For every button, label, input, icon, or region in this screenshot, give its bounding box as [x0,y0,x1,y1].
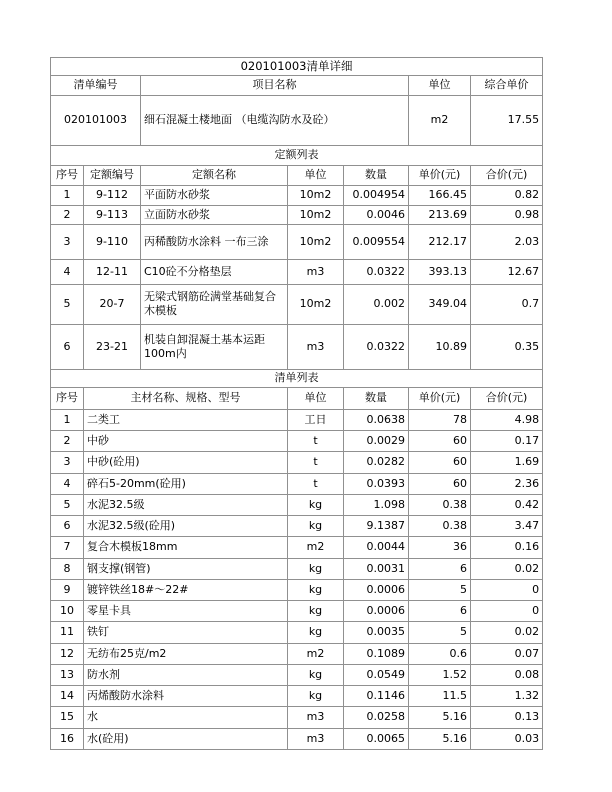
no-cell: 3 [51,224,84,259]
unit-cell: t [288,473,344,494]
material-row [51,601,543,622]
unit-cell: kg [288,622,344,643]
material-row [51,494,543,515]
unit-cell: m3 [288,259,344,284]
price-cell: 6 [409,601,471,622]
no-cell: 13 [51,664,84,685]
total-cell: 0.08 [471,664,543,685]
material-row [51,622,543,643]
unit-cell: t [288,452,344,473]
col-header-composite-price: 综合单价 [471,75,543,95]
material-row [51,537,543,558]
total-cell: 0.42 [471,494,543,515]
qty-cell: 0.0046 [344,205,409,224]
qty-cell: 0.0322 [344,259,409,284]
total-cell: 0 [471,601,543,622]
material-row [51,728,543,749]
quota-row [51,185,543,205]
qty-cell: 0.009554 [344,224,409,259]
unit-cell: m3 [288,324,344,369]
unit-cell: 10m2 [288,185,344,205]
qty-cell: 0.0393 [344,473,409,494]
name-cell: 中砂(砼用) [84,452,288,473]
qty-cell: 0.0006 [344,601,409,622]
col-header-price: 单价(元) [409,387,471,409]
no-cell: 16 [51,728,84,749]
total-cell: 2.03 [471,224,543,259]
name-cell: 立面防水砂浆 [141,205,288,224]
total-cell: 0.7 [471,284,543,324]
name-cell: 复合木模板18mm [84,537,288,558]
total-cell: 1.69 [471,452,543,473]
unit-cell: 10m2 [288,284,344,324]
name-cell: 平面防水砂浆 [141,185,288,205]
name-cell: 防水剂 [84,664,288,685]
price-cell: 349.04 [409,284,471,324]
unit-cell: kg [288,664,344,685]
qty-cell: 0.0258 [344,707,409,728]
name-cell: 无梁式钢筋砼满堂基础复合木模板 [141,284,288,324]
doc-title-row [51,58,543,76]
unit-cell: m2 [288,537,344,558]
summary-row [51,95,543,145]
quota-row [51,205,543,224]
price-cell: 60 [409,431,471,452]
unit-cell: m3 [288,728,344,749]
no-cell: 7 [51,537,84,558]
material-row [51,686,543,707]
code-cell: 23-21 [84,324,141,369]
qty-cell: 0.004954 [344,185,409,205]
qty-cell: 0.1089 [344,643,409,664]
name-cell: 中砂 [84,431,288,452]
price-cell: 36 [409,537,471,558]
price-cell: 60 [409,452,471,473]
quota-header-row [51,165,543,185]
quota-row [51,324,543,369]
section-title-materials: 清单列表 [51,369,543,387]
qty-cell: 0.0006 [344,579,409,600]
price-cell: 78 [409,409,471,430]
qty-cell: 0.0035 [344,622,409,643]
material-row [51,664,543,685]
col-header-total: 合价(元) [471,165,543,185]
qty-cell: 0.0322 [344,324,409,369]
price-cell: 10.89 [409,324,471,369]
no-cell: 6 [51,324,84,369]
price-cell: 0.6 [409,643,471,664]
name-cell: 镀锌铁丝18#～22# [84,579,288,600]
name-cell: 零星卡具 [84,601,288,622]
section-title-quota: 定额列表 [51,145,543,165]
qty-cell: 1.098 [344,494,409,515]
price-cell: 166.45 [409,185,471,205]
code-cell: 020101003 [51,95,141,145]
quota-row [51,259,543,284]
quota-row [51,224,543,259]
no-cell: 2 [51,431,84,452]
unit-cell: kg [288,579,344,600]
price-cell: 5 [409,579,471,600]
name-cell: C10砼不分格垫层 [141,259,288,284]
no-cell: 14 [51,686,84,707]
total-cell: 0.82 [471,185,543,205]
total-cell: 0.02 [471,558,543,579]
no-cell: 3 [51,452,84,473]
unit-cell: m3 [288,707,344,728]
no-cell: 9 [51,579,84,600]
price-cell: 212.17 [409,224,471,259]
total-cell: 0.98 [471,205,543,224]
col-header-qty: 数量 [344,387,409,409]
material-row [51,452,543,473]
code-cell: 9-110 [84,224,141,259]
no-cell: 5 [51,284,84,324]
material-row [51,431,543,452]
material-row [51,558,543,579]
unit-cell: kg [288,494,344,515]
material-row [51,473,543,494]
qty-cell: 0.0031 [344,558,409,579]
no-cell: 4 [51,259,84,284]
total-cell: 0.02 [471,622,543,643]
quota-row [51,284,543,324]
no-cell: 6 [51,516,84,537]
name-cell: 铁钉 [84,622,288,643]
unit-cell: kg [288,601,344,622]
total-cell: 12.67 [471,259,543,284]
materials-header-row [51,387,543,409]
col-header-code: 清单编号 [51,75,141,95]
unit-cell: t [288,431,344,452]
price-cell: 0.38 [409,516,471,537]
name-cell: 机装自卸混凝土基本运距100m内 [141,324,288,369]
code-cell: 9-112 [84,185,141,205]
materials-section-row [51,369,543,387]
col-header-quota-name: 定额名称 [141,165,288,185]
qty-cell: 0.0044 [344,537,409,558]
no-cell: 4 [51,473,84,494]
total-cell: 3.47 [471,516,543,537]
no-cell: 15 [51,707,84,728]
total-cell: 1.32 [471,686,543,707]
doc-title: 020101003清单详细 [51,58,543,76]
qty-cell: 0.0065 [344,728,409,749]
name-cell: 水泥32.5级 [84,494,288,515]
price-cell: 5 [409,622,471,643]
price-cell: 213.69 [409,205,471,224]
material-row [51,579,543,600]
unit-cell: m2 [409,95,471,145]
material-row [51,409,543,430]
unit-cell: m2 [288,643,344,664]
name-cell: 丙烯酸防水涂料 [84,686,288,707]
total-cell: 0.17 [471,431,543,452]
col-header-unit: 单位 [409,75,471,95]
qty-cell: 0.0549 [344,664,409,685]
col-header-total: 合价(元) [471,387,543,409]
summary-header-row [51,75,543,95]
price-cell: 1.52 [409,664,471,685]
unit-cell: kg [288,686,344,707]
qty-cell: 0.002 [344,284,409,324]
col-header-quota-code: 定额编号 [84,165,141,185]
no-cell: 8 [51,558,84,579]
name-cell: 无纺布25克/m2 [84,643,288,664]
detail-table [50,57,543,750]
name-cell: 细石混凝土楼地面 （电缆沟防水及砼） [141,95,409,145]
quota-section-row [51,145,543,165]
total-cell: 0.03 [471,728,543,749]
price-cell: 17.55 [471,95,543,145]
code-cell: 20-7 [84,284,141,324]
total-cell: 0.13 [471,707,543,728]
unit-cell: 10m2 [288,205,344,224]
name-cell: 水(砼用) [84,728,288,749]
total-cell: 0.07 [471,643,543,664]
no-cell: 2 [51,205,84,224]
total-cell: 0.35 [471,324,543,369]
qty-cell: 0.0029 [344,431,409,452]
price-cell: 11.5 [409,686,471,707]
material-row [51,643,543,664]
name-cell: 丙稀酸防水涂料 一布三涂 [141,224,288,259]
material-row [51,707,543,728]
no-cell: 11 [51,622,84,643]
no-cell: 12 [51,643,84,664]
no-cell: 10 [51,601,84,622]
no-cell: 5 [51,494,84,515]
total-cell: 0 [471,579,543,600]
price-cell: 0.38 [409,494,471,515]
col-header-material-name: 主材名称、规格、型号 [84,387,288,409]
name-cell: 钢支撑(钢管) [84,558,288,579]
code-cell: 9-113 [84,205,141,224]
col-header-unit: 单位 [288,387,344,409]
qty-cell: 0.1146 [344,686,409,707]
price-cell: 5.16 [409,707,471,728]
no-cell: 1 [51,409,84,430]
qty-cell: 0.0282 [344,452,409,473]
col-header-unit: 单位 [288,165,344,185]
name-cell: 碎石5-20mm(砼用) [84,473,288,494]
price-cell: 6 [409,558,471,579]
code-cell: 12-11 [84,259,141,284]
material-row [51,516,543,537]
name-cell: 水 [84,707,288,728]
unit-cell: 工日 [288,409,344,430]
col-header-no: 序号 [51,387,84,409]
unit-cell: kg [288,558,344,579]
qty-cell: 9.1387 [344,516,409,537]
total-cell: 4.98 [471,409,543,430]
qty-cell: 0.0638 [344,409,409,430]
no-cell: 1 [51,185,84,205]
name-cell: 二类工 [84,409,288,430]
unit-cell: 10m2 [288,224,344,259]
price-cell: 5.16 [409,728,471,749]
col-header-price: 单价(元) [409,165,471,185]
total-cell: 2.36 [471,473,543,494]
price-cell: 393.13 [409,259,471,284]
total-cell: 0.16 [471,537,543,558]
col-header-no: 序号 [51,165,84,185]
unit-cell: kg [288,516,344,537]
col-header-qty: 数量 [344,165,409,185]
col-header-project-name: 项目名称 [141,75,409,95]
price-cell: 60 [409,473,471,494]
name-cell: 水泥32.5级(砼用) [84,516,288,537]
